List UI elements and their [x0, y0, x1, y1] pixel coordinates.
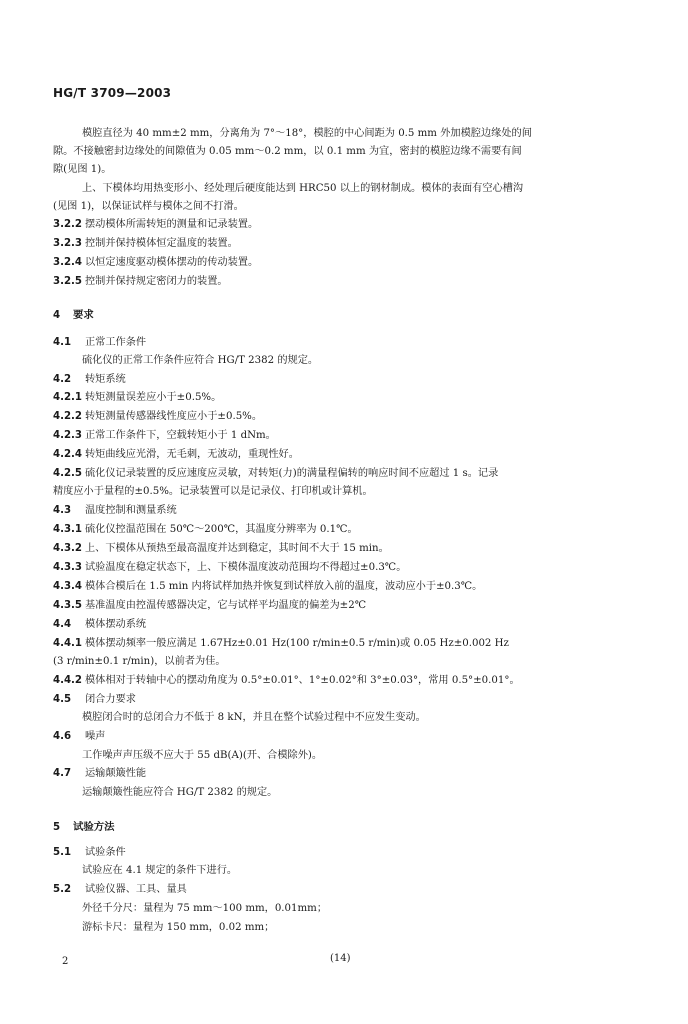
section-number: 5.2: [53, 884, 72, 895]
section-title: 试验方法: [73, 821, 115, 833]
clause-4-2-4: [53, 448, 653, 462]
clause-text: 以恒定速度驱动模体摆动的传动装置。: [85, 257, 259, 268]
section-number: 4.4: [53, 619, 72, 630]
clause-4-4-1-cont: (3 r/min±0.1 r/min)，以前者为佳。: [53, 656, 226, 667]
clause-number: 4.4.1: [53, 638, 83, 649]
section-4-1-heading: [53, 336, 653, 350]
clause-number: 4.2.2: [53, 411, 83, 422]
intro-line-2: 隙。不接触密封边缘处的间隙值为 0.05 mm～0.2 mm，以 0.1 mm 为宜，密封的模腔边缘不需要有间: [53, 146, 522, 157]
section-4-6-heading: [53, 730, 653, 744]
clause-text: 转矩测量传感器线性度应小于±0.5%。: [85, 411, 263, 422]
clause-text: 转矩曲线应光滑，无毛刺，无波动，重现性好。: [85, 449, 299, 460]
section-title: 试验条件: [85, 847, 126, 858]
section-4-2-heading: [53, 373, 653, 387]
section-4-1-body: 硫化仪的正常工作条件应符合 HG/T 2382 的规定。: [82, 355, 319, 366]
clause-number: 4.2.1: [53, 392, 83, 403]
clause-text: 摆动模体所需转矩的测量和记录装置。: [85, 219, 259, 230]
section-4-6-body: 工作噪声声压级不应大于 55 dB(A)(开、合模除外)。: [82, 750, 323, 761]
clause-text: 硫化仪记录装置的反应速度应灵敏，对转矩(力)的满量程偏转的响应时间不应超过 1 s。记录: [85, 468, 499, 479]
clause-number: 3.2.2: [53, 219, 83, 230]
clause-3-2-4: [53, 256, 653, 270]
clause-4-3-1: [53, 523, 653, 537]
section-number: 4.5: [53, 694, 72, 705]
section-title: 运输颠簸性能: [85, 768, 147, 779]
clause-text: 控制并保持规定密闭力的装置。: [85, 276, 228, 287]
clause-number: 3.2.3: [53, 238, 83, 249]
page-center-marker: (14): [330, 953, 351, 964]
section-number: 4.3: [53, 505, 72, 516]
intro-line-5: (见图 1)，以保证试样与模体之间不打滑。: [53, 201, 244, 212]
section-number: 4.1: [53, 337, 72, 348]
clause-number: 4.2.4: [53, 449, 83, 460]
clause-4-4-1: [53, 637, 653, 651]
clause-number: 4.3.1: [53, 524, 83, 535]
clause-number: 3.2.5: [53, 276, 83, 287]
clause-number: 4.2.5: [53, 468, 83, 479]
section-4-7-heading: [53, 767, 653, 781]
section-title: 正常工作条件: [85, 337, 147, 348]
clause-text: 控制并保持模体恒定温度的装置。: [85, 238, 238, 249]
clause-4-3-4: [53, 580, 653, 594]
clause-4-4-2: [53, 674, 653, 688]
section-number: 4.7: [53, 768, 72, 779]
section-number: 5: [53, 822, 61, 833]
standard-header: HG/T 3709—2003: [53, 86, 172, 100]
section-title: 闭合力要求: [85, 694, 136, 705]
clause-4-2-5: [53, 467, 653, 481]
clause-text: 试验温度在稳定状态下，上、下模体温度波动范围均不得超过±0.3℃。: [85, 562, 407, 573]
section-number: 4.2: [53, 374, 72, 385]
clause-number: 4.3.4: [53, 581, 83, 592]
clause-number: 4.4.2: [53, 675, 83, 686]
clause-4-3-3: [53, 561, 653, 575]
section-number: 4: [53, 310, 61, 321]
clause-number: 4.3.2: [53, 543, 83, 554]
clause-text: 模体相对于转轴中心的摆动角度为 0.5°±0.01°、1°±0.02°和 3°±0.03°，常用 0.5°±0.01°。: [85, 675, 520, 686]
clause-4-2-3: [53, 429, 653, 443]
section-5-1-body: 试验应在 4.1 规定的条件下进行。: [82, 865, 238, 876]
clause-4-3-5: [53, 599, 653, 613]
section-title: 模体摆动系统: [85, 619, 147, 630]
section-title: 试验仪器、工具、量具: [85, 884, 187, 895]
clause-text: 模体摆动频率一般应满足 1.67Hz±0.01 Hz(100 r/min±0.5 r/min)或 0.05 Hz±0.002 Hz: [85, 638, 509, 649]
clause-text: 模体合模后在 1.5 min 内将试样加热并恢复到试样放入前的温度，波动应小于±0.3℃。: [85, 581, 483, 592]
clause-4-2-2: [53, 410, 653, 424]
clause-text: 转矩测量误差应小于±0.5%。: [85, 392, 222, 403]
clause-4-2-5-cont: 精度应小于量程的±0.5%。记录装置可以是记录仪、打印机或计算机。: [53, 486, 373, 497]
intro-line-3: 隙(见图 1)。: [53, 164, 112, 175]
section-title: 转矩系统: [85, 374, 126, 385]
section-4-3-heading: [53, 504, 653, 518]
section-5-1-heading: [53, 846, 653, 860]
intro-line-4: 上、下模体均用热变形小、经处理后硬度能达到 HRC50 以上的钢材制成。模体的表面有空心槽沟: [82, 183, 524, 194]
clause-text: 基准温度由控温传感器决定，它与试样平均温度的偏差为±2℃: [85, 600, 367, 611]
section-5-2-body-1: 外径千分尺：量程为 75 mm～100 mm，0.01mm；: [82, 903, 328, 914]
section-title: 噪声: [85, 731, 106, 742]
section-5-2-body-2: 游标卡尺：量程为 150 mm，0.02 mm；: [82, 922, 275, 933]
clause-number: 4.3.3: [53, 562, 83, 573]
section-4-5-heading: [53, 693, 653, 707]
clause-3-2-3: [53, 237, 653, 251]
clause-text: 硫化仪控温范围在 50℃～200℃，其温度分辨率为 0.1℃。: [85, 524, 358, 535]
section-4-5-body: 模腔闭合时的总闭合力不低于 8 kN，并且在整个试验过程中不应发生变动。: [82, 712, 426, 723]
section-title: 要求: [73, 309, 94, 321]
section-4-7-body: 运输颠簸性能应符合 HG/T 2382 的规定。: [82, 787, 278, 798]
section-title: 温度控制和测量系统: [85, 505, 177, 516]
clause-number: 3.2.4: [53, 257, 83, 268]
clause-3-2-2: [53, 218, 653, 232]
section-4-heading: [53, 306, 94, 321]
intro-line-1: 模腔直径为 40 mm±2 mm，分离角为 7°～18°，模腔的中心间距为 0.5 mm 外加模腔边缘处的间: [82, 128, 532, 139]
clause-4-3-2: [53, 542, 653, 556]
section-number: 4.6: [53, 731, 72, 742]
clause-number: 4.3.5: [53, 600, 83, 611]
section-5-2-heading: [53, 883, 653, 897]
clause-3-2-5: [53, 275, 653, 289]
clause-text: 正常工作条件下，空载转矩小于 1 dNm。: [85, 430, 276, 441]
clause-number: 4.2.3: [53, 430, 83, 441]
page-number: 2: [62, 956, 69, 967]
section-4-4-heading: [53, 618, 653, 632]
clause-text: 上、下模体从预热至最高温度并达到稳定，其时间不大于 15 min。: [85, 543, 389, 554]
section-number: 5.1: [53, 847, 72, 858]
clause-4-2-1: [53, 391, 653, 405]
section-5-heading: [53, 818, 115, 833]
